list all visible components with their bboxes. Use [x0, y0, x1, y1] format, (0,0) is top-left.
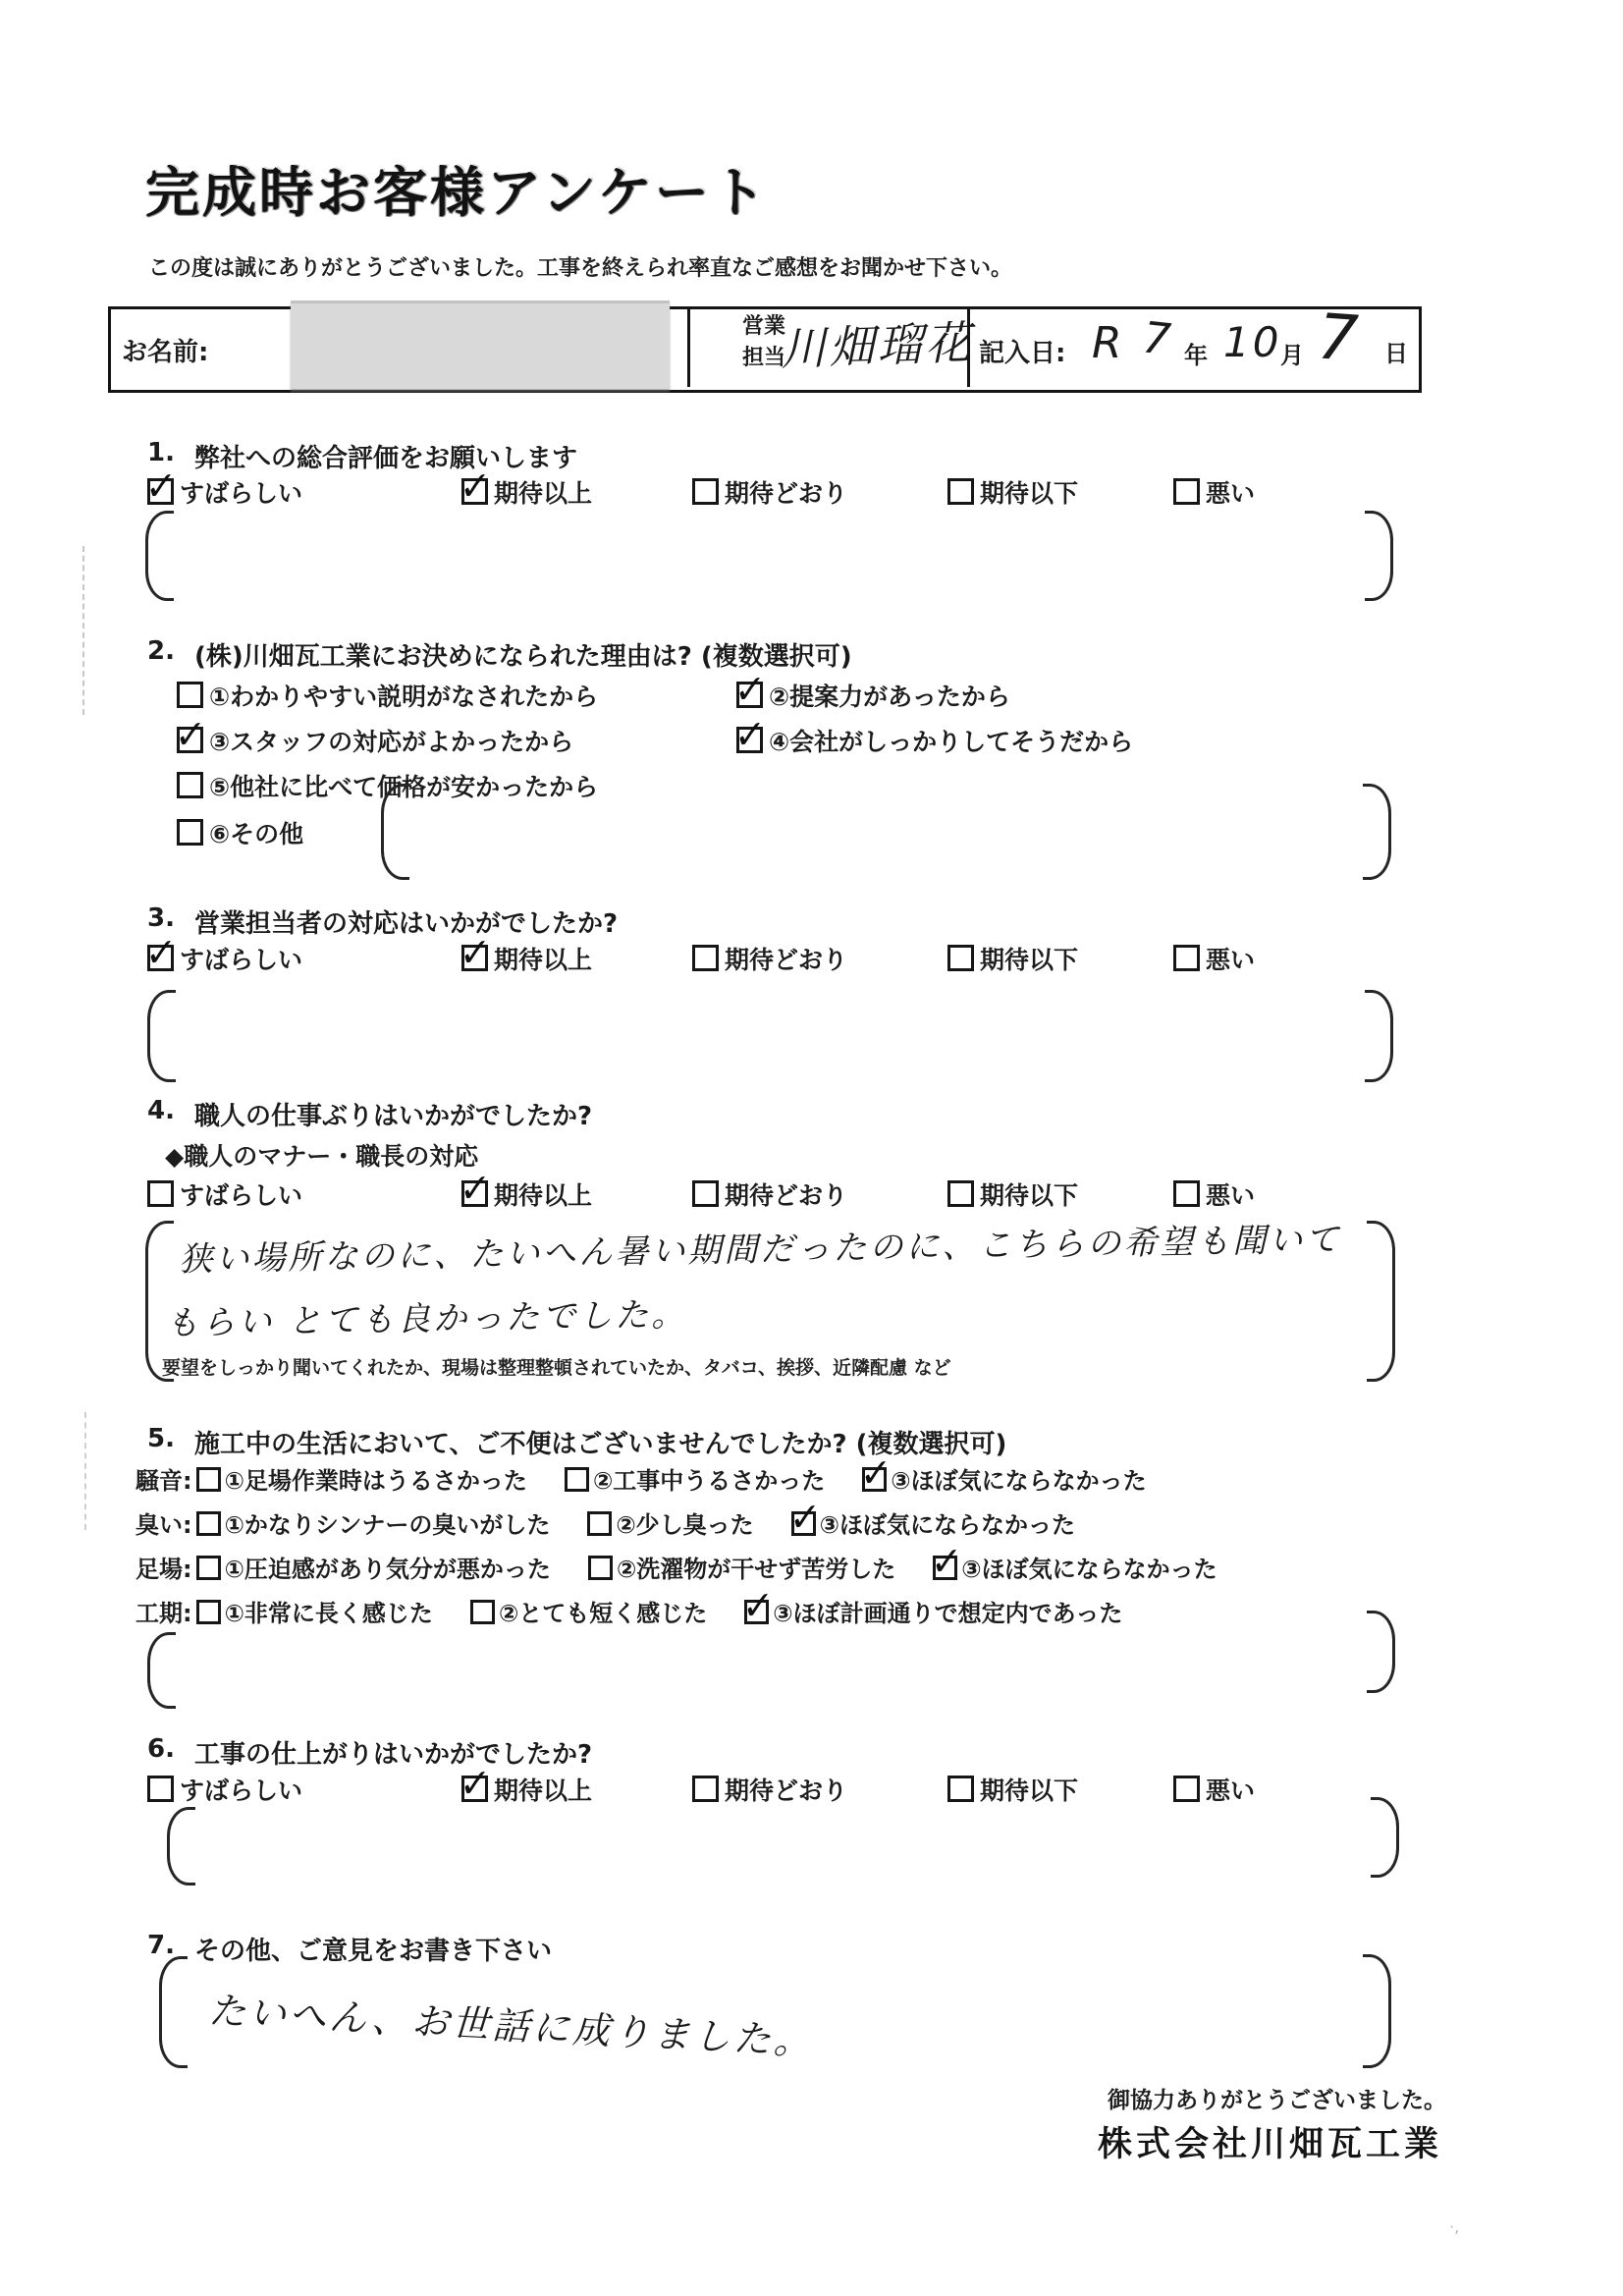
bracket-left — [381, 784, 409, 880]
sales-rep-handwritten-name: 川畑瑠花 — [780, 315, 974, 376]
checkbox-label: すばらしい — [180, 946, 303, 974]
checkbox[interactable] — [147, 1776, 174, 1802]
q5-row-scaffold — [135, 1550, 1217, 1584]
checkbox-label: ①足場作業時はうるさかった — [224, 1467, 527, 1495]
q1-option-3[interactable] — [692, 474, 847, 510]
q4-number: 4. — [147, 1096, 175, 1125]
bracket-left — [147, 990, 176, 1082]
checkbox-label: すばらしい — [180, 1777, 303, 1805]
checkbox-label: ③ほぼ気にならなかった — [961, 1556, 1217, 1583]
q5-row-smell — [135, 1505, 1075, 1540]
checkbox-label: ⑤他社に比べて価格が安かったから — [209, 773, 599, 801]
checkbox-label: ①わかりやすい説明がなされたから — [209, 683, 599, 711]
checkbox[interactable] — [862, 1467, 887, 1492]
footer-thanks: 御協力ありがとうございました。 — [1108, 2088, 1446, 2113]
checkbox-label: ⑥その他 — [209, 820, 304, 848]
q5-row-label: 臭い: — [135, 1511, 192, 1539]
q3-option-1[interactable] — [147, 941, 302, 976]
q1-title: 弊社への総合評価をお願いします — [194, 444, 578, 473]
date-year-handwritten: 7 — [1140, 312, 1176, 366]
checkbox-label: 期待以上 — [494, 946, 593, 974]
q5-row1-option-3[interactable] — [862, 1467, 1146, 1495]
checkbox-label: ②工事中うるさかった — [592, 1467, 826, 1495]
checkbox[interactable] — [736, 682, 763, 708]
q3-option-5[interactable] — [1173, 941, 1255, 976]
checkbox[interactable] — [461, 478, 488, 505]
checkbox[interactable] — [1173, 478, 1200, 505]
checkbox-label: 期待以上 — [494, 1181, 593, 1210]
checkbox[interactable] — [147, 478, 174, 505]
checkbox-label: 悪い — [1206, 1181, 1256, 1210]
date-year-unit: 年 — [1184, 342, 1208, 369]
scan-artifact — [84, 1412, 86, 1530]
checkbox[interactable] — [692, 1180, 719, 1207]
bracket-right — [1367, 1611, 1395, 1693]
checkbox-label: ①かなりシンナーの臭いがした — [224, 1511, 551, 1539]
checkbox[interactable] — [461, 1180, 488, 1207]
checkbox-label: すばらしい — [180, 1181, 303, 1210]
checkbox[interactable] — [196, 1556, 221, 1580]
checkbox-label: ②提案力があったから — [769, 683, 1010, 711]
q5-row3-option-2[interactable] — [588, 1556, 895, 1583]
checkbox[interactable] — [177, 819, 203, 846]
checkbox-label: 期待以下 — [980, 1181, 1079, 1210]
checkbox-label: ③ほぼ気にならなかった — [891, 1467, 1147, 1495]
q1-option-5[interactable] — [1173, 474, 1255, 510]
q4-comment-line1-handwritten: 狭い場所なのに、たいへん暑い期間だったのに、こちらの希望も聞いて — [179, 1220, 1342, 1280]
q5-row2-option-3[interactable] — [791, 1511, 1075, 1539]
q5-row-label: 騒音: — [135, 1467, 192, 1495]
q3-comment-area[interactable] — [179, 994, 1352, 1072]
checkbox-label: 期待どおり — [725, 479, 848, 508]
q1-option-1[interactable] — [147, 474, 302, 510]
q4-title: 職人の仕事ぶりはいかがでしたか? — [194, 1102, 593, 1131]
q6-option-5[interactable] — [1173, 1772, 1255, 1807]
checkbox-label: 期待以下 — [980, 479, 1079, 508]
checkbox-label: 期待以下 — [980, 1777, 1079, 1805]
sales-rep-label-line1: 営業 — [742, 314, 786, 339]
checkbox-label: ③ほぼ計画通りで想定内であった — [773, 1600, 1123, 1627]
bracket-right — [1363, 784, 1391, 880]
page-subtitle: この度は誠にありがとうございました。工事を終えられ率直なご感想をお聞かせ下さい。 — [148, 256, 1013, 281]
q4-option-1[interactable] — [147, 1176, 302, 1212]
bracket-right — [1365, 990, 1393, 1082]
checkbox[interactable] — [177, 727, 203, 753]
checkbox[interactable] — [147, 945, 174, 971]
q4-comment-line2-handwritten: もらい とても良かったでした。 — [165, 1294, 688, 1343]
checkbox-label: ①圧迫感があり気分が悪かった — [224, 1556, 551, 1583]
checkbox[interactable] — [947, 945, 974, 971]
footer-company-name: 株式会社川畑瓦工業 — [1098, 2125, 1443, 2164]
checkbox[interactable] — [1173, 1180, 1200, 1207]
checkbox-label: すばらしい — [180, 479, 303, 508]
q2-option-2[interactable] — [736, 678, 1010, 713]
q5-title: 施工中の生活において、ご不便はございませんでしたか? (複数選択可) — [194, 1430, 1007, 1459]
scan-artifact — [82, 546, 84, 715]
q2-other-comment-area[interactable] — [412, 788, 1345, 870]
checkbox-label: ④会社がしっかりしてそうだから — [769, 728, 1134, 756]
q5-comment-area[interactable] — [179, 1636, 1352, 1699]
checkbox-label: 期待以上 — [494, 479, 593, 508]
bracket-right — [1363, 1954, 1391, 2068]
q5-row4-option-3[interactable] — [744, 1600, 1122, 1627]
table-divider — [687, 306, 690, 387]
q3-option-4[interactable] — [947, 941, 1078, 976]
q7-comment-handwritten: たいへん、お世話に成りました。 — [207, 1988, 815, 2064]
q4-option-3[interactable] — [692, 1176, 847, 1212]
checkbox-label: ①非常に長く感じた — [224, 1600, 433, 1627]
scan-artifact: ·, — [1449, 2217, 1460, 2236]
q3-options-row — [0, 941, 1623, 976]
checkbox-label: 期待どおり — [725, 1181, 848, 1210]
checkbox-label: 悪い — [1206, 1777, 1256, 1805]
checkbox-label: 期待以下 — [980, 946, 1079, 974]
checkbox[interactable] — [588, 1556, 613, 1580]
q6-option-2[interactable] — [461, 1772, 592, 1807]
q6-number: 6. — [147, 1734, 175, 1764]
q5-row-label: 足場: — [135, 1556, 192, 1583]
q6-option-3[interactable] — [692, 1772, 847, 1807]
q4-option-5[interactable] — [1173, 1176, 1255, 1212]
date-era-handwritten: R — [1092, 318, 1125, 368]
q1-option-4[interactable] — [947, 474, 1078, 510]
bracket-right — [1371, 1797, 1399, 1878]
q1-options-row — [0, 474, 1623, 510]
q5-row-label: 工期: — [135, 1600, 192, 1627]
checkbox[interactable] — [744, 1600, 769, 1624]
checkbox-label: 期待どおり — [725, 1777, 848, 1805]
q5-row3-option-1[interactable] — [196, 1556, 551, 1583]
q5-row3-option-3[interactable] — [933, 1556, 1217, 1583]
date-day-unit: 日 — [1384, 340, 1408, 367]
q7-number: 7. — [147, 1931, 175, 1960]
checkbox-label: ②とても短く感じた — [498, 1600, 708, 1627]
q3-number: 3. — [147, 903, 175, 933]
q5-row1-option-1[interactable] — [196, 1467, 527, 1495]
q4-subheading: ◆職人のマナー・職長の対応 — [165, 1142, 479, 1171]
q6-comment-area[interactable] — [198, 1811, 1352, 1876]
q3-option-3[interactable] — [692, 941, 847, 976]
checkbox-label: 悪い — [1206, 479, 1256, 508]
q4-hint: 要望をしっかり聞いてくれたか、現場は整理整頓されていたか、タバコ、挨拶、近隣配慮 など — [162, 1357, 951, 1379]
q2-number: 2. — [147, 636, 175, 666]
q6-option-4[interactable] — [947, 1772, 1078, 1807]
date-day-handwritten: 7 — [1315, 301, 1364, 377]
name-label: お名前: — [122, 338, 209, 367]
page-title: 完成時お客様アンケート — [145, 161, 769, 224]
checkbox[interactable] — [692, 1776, 719, 1802]
q2-option-1[interactable] — [177, 678, 598, 713]
checkbox-label: 期待以上 — [494, 1777, 593, 1805]
checkbox[interactable] — [1173, 1776, 1200, 1802]
q5-row2-option-1[interactable] — [196, 1511, 551, 1539]
checkbox[interactable] — [177, 682, 203, 708]
checkbox[interactable] — [736, 727, 763, 753]
q2-option-6[interactable] — [177, 815, 303, 850]
bracket-right — [1367, 1221, 1395, 1382]
checkbox[interactable] — [461, 945, 488, 971]
q2-title: (株)川畑瓦工業にお決めになられた理由は? (複数選択可) — [194, 642, 852, 672]
q2-option-3[interactable] — [177, 723, 573, 758]
checkbox[interactable] — [147, 1180, 174, 1207]
checkbox[interactable] — [196, 1467, 221, 1492]
bracket-left — [145, 511, 174, 601]
q5-row1-option-2[interactable] — [565, 1467, 825, 1495]
checkbox[interactable] — [791, 1511, 816, 1536]
sales-rep-label-line2: 担当 — [742, 345, 786, 370]
q5-row-schedule — [135, 1594, 1122, 1628]
checkbox-label: ③スタッフの対応がよかったから — [209, 728, 574, 756]
checkbox-label: ②少し臭った — [616, 1511, 754, 1539]
q5-number: 5. — [147, 1424, 175, 1453]
checkbox[interactable] — [947, 1776, 974, 1802]
checkbox-label: ③ほぼ気にならなかった — [819, 1511, 1075, 1539]
q5-row4-option-1[interactable] — [196, 1600, 433, 1627]
table-divider — [967, 306, 970, 387]
name-input-area[interactable] — [291, 301, 670, 389]
checkbox[interactable] — [1173, 945, 1200, 971]
bracket-left — [167, 1807, 195, 1886]
q5-row4-option-2[interactable] — [470, 1600, 707, 1627]
date-month-handwritten: 10 — [1223, 318, 1282, 366]
checkbox[interactable] — [461, 1776, 488, 1802]
q3-title: 営業担当者の対応はいかがでしたか? — [194, 909, 619, 939]
q4-option-4[interactable] — [947, 1176, 1078, 1212]
checkbox[interactable] — [692, 478, 719, 505]
checkbox-label: 悪い — [1206, 946, 1256, 974]
q1-number: 1. — [147, 438, 175, 467]
q5-row2-option-2[interactable] — [587, 1511, 753, 1539]
q5-row-noise — [135, 1461, 1147, 1496]
checkbox[interactable] — [177, 772, 203, 798]
bracket-right — [1365, 511, 1393, 601]
checkbox-label: 期待どおり — [725, 946, 848, 974]
checkbox[interactable] — [587, 1511, 612, 1536]
q2-option-4[interactable] — [736, 723, 1133, 758]
q6-title: 工事の仕上がりはいかがでしたか? — [194, 1740, 593, 1770]
checkbox[interactable] — [196, 1511, 221, 1536]
checkbox-label: ②洗濯物が干せず苦労した — [616, 1556, 896, 1583]
q7-title: その他、ご意見をお書き下さい — [194, 1937, 553, 1966]
q4-option-2[interactable] — [461, 1176, 592, 1212]
checkbox[interactable] — [947, 478, 974, 505]
q1-option-2[interactable] — [461, 474, 592, 510]
checkbox[interactable] — [565, 1467, 589, 1492]
checkbox[interactable] — [947, 1180, 974, 1207]
checkbox[interactable] — [196, 1600, 221, 1624]
q4-options-row — [0, 1176, 1623, 1212]
checkbox[interactable] — [692, 945, 719, 971]
checkbox[interactable] — [933, 1556, 957, 1580]
bracket-left — [147, 1632, 176, 1709]
q3-option-2[interactable] — [461, 941, 592, 976]
date-month-unit: 月 — [1280, 342, 1304, 369]
bracket-left — [159, 1956, 188, 2068]
q6-option-1[interactable] — [147, 1772, 302, 1807]
q1-comment-area[interactable] — [177, 515, 1355, 591]
date-label: 記入日: — [979, 339, 1066, 368]
checkbox[interactable] — [470, 1600, 495, 1624]
